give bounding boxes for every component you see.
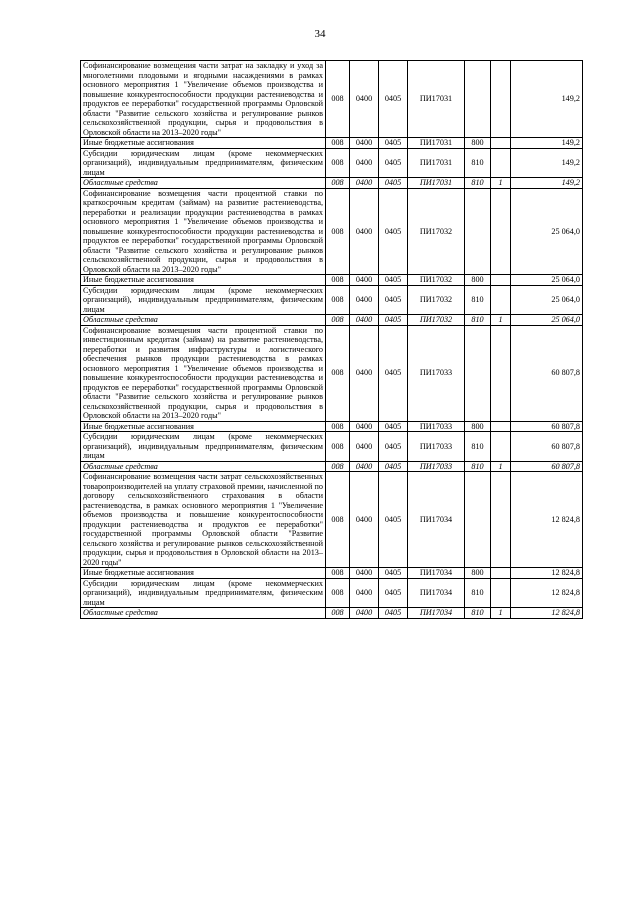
- table-row: [81, 608, 583, 619]
- cell-ved: 008: [326, 285, 350, 315]
- cell-vr: [465, 61, 491, 138]
- cell-vr: 810: [465, 148, 491, 178]
- cell-name: Софинансирование возмещения части затрат на закладку и уход за многолетними плодовыми и ягодными насаждениями в рамках основного мероприятия 1 "Увеличение объемов производства и повышение конкурентоспособности продукции растениеводства и продуктов ее переработки" государственной программы Орловской области "Развитие сельского хозяйства и регулирование рынков сельскохозяйственной продукции, сырья и продовольствия в Орловской области на 2013–2020 годы": [81, 61, 326, 138]
- cell-rz: 0400: [350, 138, 379, 149]
- cell-name: Субсидии юридическим лицам (кроме некоммерческих организаций), индивидуальным предпринимателям, физическим лицам: [81, 148, 326, 178]
- table-body: [81, 61, 583, 619]
- cell-vr: 810: [465, 315, 491, 326]
- cell-src: [491, 188, 511, 275]
- cell-csr: ПИ17031: [408, 178, 465, 189]
- cell-pr: 0405: [379, 178, 408, 189]
- cell-ved: 008: [326, 188, 350, 275]
- cell-src: [491, 285, 511, 315]
- page-number: 34: [314, 28, 326, 40]
- cell-csr: ПИ17034: [408, 568, 465, 579]
- cell-ved: 008: [326, 275, 350, 286]
- cell-csr: ПИ17031: [408, 138, 465, 149]
- cell-rz: 0400: [350, 178, 379, 189]
- cell-pr: 0405: [379, 432, 408, 462]
- cell-ved: 008: [326, 61, 350, 138]
- cell-name: Софинансирование возмещения части процентной ставки по инвестиционным кредитам (займам) на развитие растениеводства, переработки и развития инфраструктуры и логистического обеспечения рынков продукции растениеводства в рамках основного мероприятия 1 "Увеличение объемов производства и повышение конкурентоспособности продукции растениеводства и продуктов ее переработки" государственной программы Орловской области "Развитие сельского хозяйства и регулирование рынков сельскохозяйственной продукции, сырья и продовольствия в Орловской области на 2013–2020 годы": [81, 325, 326, 421]
- cell-name: Софинансирование возмещения части затрат сельскохозяйственных товаропроизводителей на уплату страховой премии, начисленной по договору сельскохозяйственного страхования в области растениеводства, в рамках основного мероприятия 1 "Увеличение объемов производства и повышение конкурентоспособности продукции растениеводства и продуктов ее переработки" государственной программы Орловской области "Развитие сельского хозяйства и регулирование рынков сельскохозяйственной продукции, сырья и продовольствия в Орловской области на 2013–2020 годы": [81, 472, 326, 568]
- cell-name: Областные средства: [81, 608, 326, 619]
- cell-src: 1: [491, 608, 511, 619]
- table-row: [81, 568, 583, 579]
- table-row: [81, 461, 583, 472]
- cell-pr: 0405: [379, 138, 408, 149]
- cell-csr: ПИ17031: [408, 148, 465, 178]
- cell-pr: 0405: [379, 461, 408, 472]
- cell-pr: 0405: [379, 421, 408, 432]
- cell-pr: 0405: [379, 578, 408, 608]
- cell-ved: 008: [326, 178, 350, 189]
- cell-rz: 0400: [350, 432, 379, 462]
- cell-amount: 12 824,8: [511, 472, 583, 568]
- cell-name: Иные бюджетные ассигнования: [81, 138, 326, 149]
- cell-pr: 0405: [379, 315, 408, 326]
- cell-ved: 008: [326, 148, 350, 178]
- cell-ved: 008: [326, 461, 350, 472]
- cell-rz: 0400: [350, 421, 379, 432]
- cell-amount: 60 807,8: [511, 461, 583, 472]
- cell-src: 1: [491, 315, 511, 326]
- cell-src: [491, 61, 511, 138]
- cell-vr: 800: [465, 275, 491, 286]
- cell-src: [491, 325, 511, 421]
- cell-csr: ПИ17032: [408, 285, 465, 315]
- cell-csr: ПИ17032: [408, 188, 465, 275]
- cell-pr: 0405: [379, 148, 408, 178]
- table-row: [81, 315, 583, 326]
- cell-vr: [465, 188, 491, 275]
- cell-rz: 0400: [350, 568, 379, 579]
- cell-pr: 0405: [379, 275, 408, 286]
- table-row: [81, 188, 583, 275]
- cell-pr: 0405: [379, 472, 408, 568]
- cell-ved: 008: [326, 315, 350, 326]
- table-row: [81, 275, 583, 286]
- cell-src: 1: [491, 178, 511, 189]
- table-row: [81, 138, 583, 149]
- table-row: [81, 472, 583, 568]
- cell-vr: 810: [465, 461, 491, 472]
- cell-pr: 0405: [379, 61, 408, 138]
- cell-amount: 25 064,0: [511, 188, 583, 275]
- cell-src: [491, 432, 511, 462]
- cell-pr: 0405: [379, 188, 408, 275]
- cell-rz: 0400: [350, 61, 379, 138]
- table-row: [81, 432, 583, 462]
- cell-name: Субсидии юридическим лицам (кроме некоммерческих организаций), индивидуальным предпринимателям, физическим лицам: [81, 578, 326, 608]
- cell-name: Иные бюджетные ассигнования: [81, 275, 326, 286]
- cell-csr: ПИ17034: [408, 578, 465, 608]
- cell-csr: ПИ17033: [408, 325, 465, 421]
- cell-src: [491, 578, 511, 608]
- cell-amount: 60 807,8: [511, 421, 583, 432]
- cell-name: Субсидии юридическим лицам (кроме некоммерческих организаций), индивидуальным предпринимателям, физическим лицам: [81, 285, 326, 315]
- table-row: [81, 285, 583, 315]
- cell-pr: 0405: [379, 285, 408, 315]
- cell-amount: 25 064,0: [511, 285, 583, 315]
- cell-vr: 810: [465, 578, 491, 608]
- cell-pr: 0405: [379, 325, 408, 421]
- cell-rz: 0400: [350, 275, 379, 286]
- cell-vr: 800: [465, 568, 491, 579]
- cell-amount: 25 064,0: [511, 275, 583, 286]
- cell-rz: 0400: [350, 148, 379, 178]
- cell-name: Субсидии юридическим лицам (кроме некоммерческих организаций), индивидуальным предпринимателям, физическим лицам: [81, 432, 326, 462]
- cell-ved: 008: [326, 472, 350, 568]
- cell-rz: 0400: [350, 578, 379, 608]
- cell-rz: 0400: [350, 188, 379, 275]
- cell-amount: 60 807,8: [511, 432, 583, 462]
- cell-amount: 25 064,0: [511, 315, 583, 326]
- table-row: [81, 61, 583, 138]
- cell-vr: 810: [465, 432, 491, 462]
- cell-amount: 149,2: [511, 61, 583, 138]
- cell-csr: ПИ17032: [408, 315, 465, 326]
- cell-vr: [465, 325, 491, 421]
- cell-amount: 12 824,8: [511, 568, 583, 579]
- table-row: [81, 421, 583, 432]
- table-row: [81, 325, 583, 421]
- cell-csr: ПИ17033: [408, 432, 465, 462]
- cell-ved: 008: [326, 138, 350, 149]
- cell-src: [491, 472, 511, 568]
- cell-pr: 0405: [379, 568, 408, 579]
- cell-vr: 810: [465, 285, 491, 315]
- cell-csr: ПИ17031: [408, 61, 465, 138]
- cell-src: [491, 275, 511, 286]
- cell-src: [491, 148, 511, 178]
- cell-vr: 800: [465, 138, 491, 149]
- cell-ved: 008: [326, 325, 350, 421]
- cell-amount: 12 824,8: [511, 608, 583, 619]
- cell-src: [491, 568, 511, 579]
- cell-src: [491, 421, 511, 432]
- cell-rz: 0400: [350, 315, 379, 326]
- cell-src: [491, 138, 511, 149]
- cell-name: Иные бюджетные ассигнования: [81, 421, 326, 432]
- cell-ved: 008: [326, 608, 350, 619]
- cell-vr: 810: [465, 178, 491, 189]
- table-row: [81, 148, 583, 178]
- table-row: [81, 178, 583, 189]
- cell-name: Областные средства: [81, 461, 326, 472]
- cell-amount: 149,2: [511, 138, 583, 149]
- cell-ved: 008: [326, 578, 350, 608]
- cell-rz: 0400: [350, 325, 379, 421]
- cell-src: 1: [491, 461, 511, 472]
- cell-name: Софинансирование возмещения части процентной ставки по краткосрочным кредитам (займам) на развитие растениеводства, переработки и реализации продукции растениеводства в рамках основного мероприятия 1 "Увеличение объемов производства и повышение конкурентоспособности продукции растениеводства и продуктов ее переработки" государственной программы Орловской области "Развитие сельского хозяйства и регулирование рынков сельскохозяйственной продукции, сырья и продовольствия в Орловской области на 2013–2020 годы": [81, 188, 326, 275]
- cell-amount: 12 824,8: [511, 578, 583, 608]
- cell-rz: 0400: [350, 608, 379, 619]
- cell-csr: ПИ17033: [408, 461, 465, 472]
- cell-csr: ПИ17034: [408, 608, 465, 619]
- cell-name: Иные бюджетные ассигнования: [81, 568, 326, 579]
- table-row: [81, 578, 583, 608]
- cell-ved: 008: [326, 432, 350, 462]
- cell-ved: 008: [326, 421, 350, 432]
- cell-vr: 800: [465, 421, 491, 432]
- cell-rz: 0400: [350, 461, 379, 472]
- cell-ved: 008: [326, 568, 350, 579]
- cell-rz: 0400: [350, 472, 379, 568]
- cell-name: Областные средства: [81, 315, 326, 326]
- budget-table: [80, 60, 583, 619]
- cell-name: Областные средства: [81, 178, 326, 189]
- cell-pr: 0405: [379, 608, 408, 619]
- cell-amount: 60 807,8: [511, 325, 583, 421]
- cell-amount: 149,2: [511, 148, 583, 178]
- cell-vr: [465, 472, 491, 568]
- cell-csr: ПИ17032: [408, 275, 465, 286]
- cell-rz: 0400: [350, 285, 379, 315]
- cell-vr: 810: [465, 608, 491, 619]
- cell-csr: ПИ17034: [408, 472, 465, 568]
- cell-amount: 149,2: [511, 178, 583, 189]
- cell-csr: ПИ17033: [408, 421, 465, 432]
